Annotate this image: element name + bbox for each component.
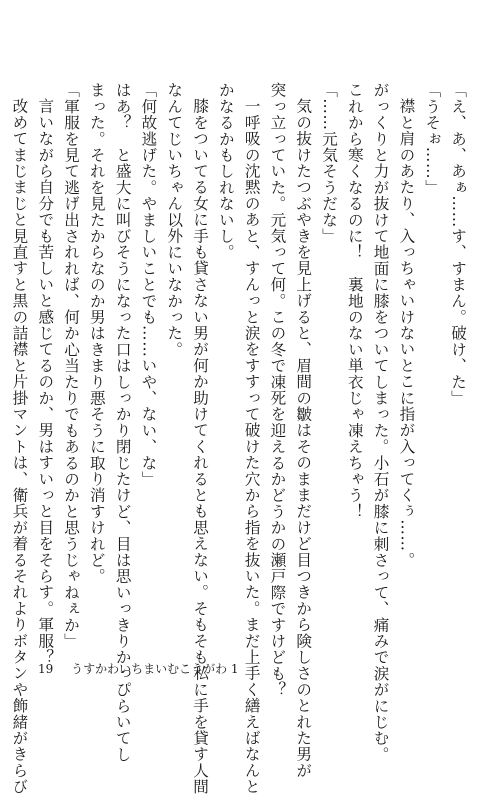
text-line: 「うそぉ……」 (423, 82, 442, 196)
text-line: 一呼吸の沈黙のあと、すんっと涙をすすって破けた穴から指を抜いた。まだ上手く繕えばなんと (242, 97, 261, 794)
page-footer (38, 660, 239, 677)
text-line: 「何故逃げた。やましいことでも……いや、ない、な」 (139, 82, 158, 487)
text-line: なんてじいちゃん以外にいなかった。 (165, 82, 184, 358)
text-line: 「え、あ、あぁ……す、すまん。破け、た」 (449, 82, 467, 406)
text-line: これから寒くなるのに！ 裏地のない単衣じゃ凍えちゃう！ (345, 82, 364, 520)
text-line: 膝をついてる女に手も貸さない男が何か助けてくれるとも思えない。そもそも私に手を貸す人間 (191, 97, 210, 794)
running-title: うすかわいちまいむこうがわ 1 (71, 662, 239, 676)
text-line: かなるかもしれないし。 (216, 82, 235, 261)
text-line: 襟と肩のあたり、入っちゃいけないとこに指が入ってくぅ……。 (397, 97, 416, 568)
text-line: まった。それを見たからなのか男はきまり悪そうに取り消すけれど。 (87, 82, 106, 585)
text-line: 突っ立っていた。元気って何。この冬で凍死を迎えるかどうかの瀬戸際ですけども？ (268, 82, 287, 698)
text-line: がっくりと力が抜けて地面に膝をついてしまった。小石が膝に刺さって、痛みで涙がにじむ。 (371, 82, 390, 763)
text-line: 気の抜けたつぶやきを見上げると、眉間の皺はそのままだけど目つきから険しさのとれた男が (294, 97, 313, 778)
text-line: 「軍服を見て逃げ出されれば、何か心当たりでもあるのかと思うじゃねぇか」 (62, 82, 81, 649)
text-line: 言いながら自分でも苦しいと感じてるのか、男はすいっと目をそらす。軍服？ (36, 97, 55, 665)
text-line: 「……元気そうだな」 (320, 82, 339, 244)
page-number: 19 (38, 662, 54, 676)
text-line: はあ？ と盛大に叫びそうになった口はしっかり閉じたけど、目は思いっきりかっぴらいてし (113, 82, 132, 763)
text-line: 改めてまじまじと見直すと黒の詰襟と片掛マントは、衛兵が着るそれよりボタンや飾緒がきらび (10, 97, 29, 794)
